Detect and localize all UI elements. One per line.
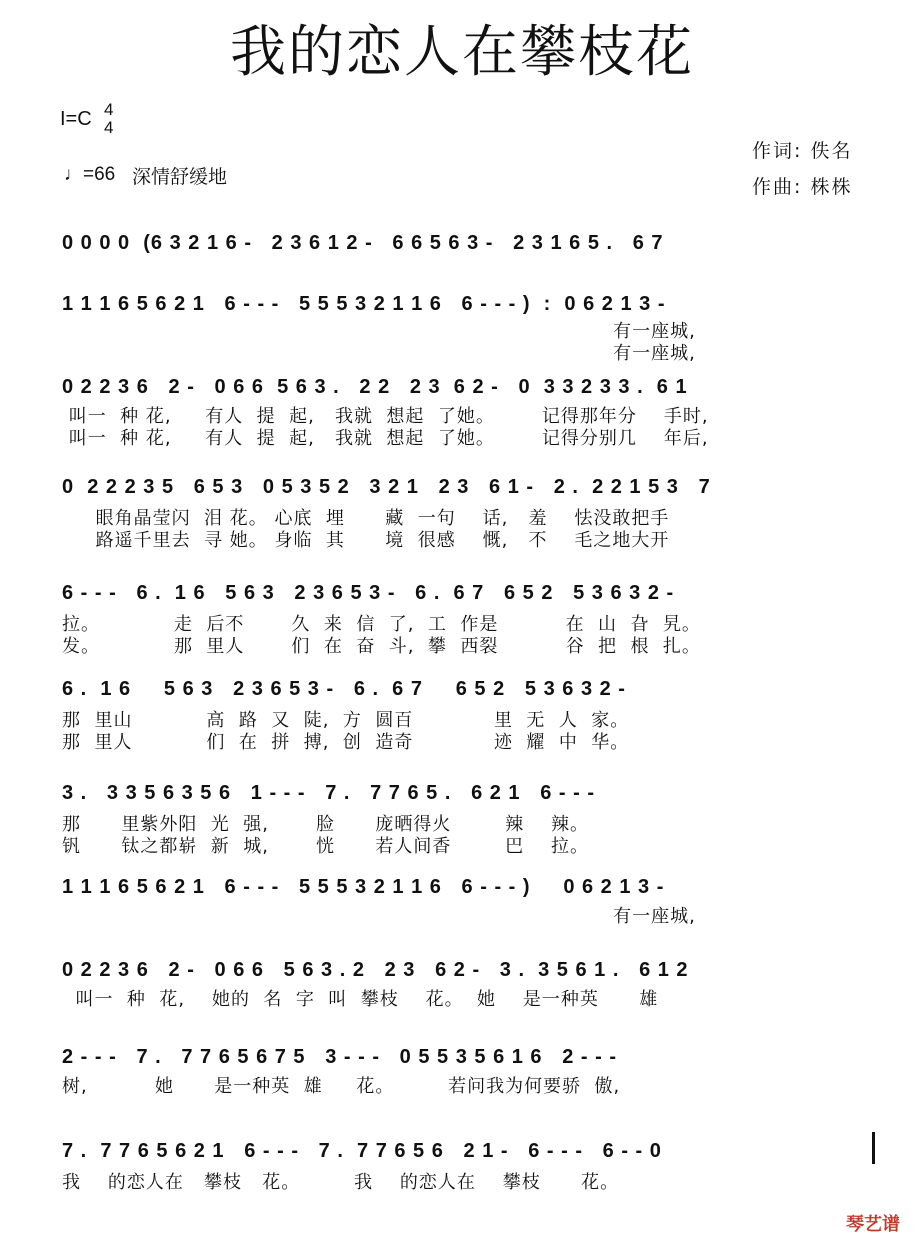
lyric-verse-1: 那 里紫外阳 光 强, 脸 庞晒得火 辣 辣。 bbox=[62, 814, 589, 835]
final-barline bbox=[872, 1132, 875, 1164]
notes-line: 1 1 1 6 5 6 2 1 6 - - - 5 5 5 3 2 1 1 6 6 - - - ) : 0 6 2 1 3 - bbox=[62, 293, 666, 315]
composer-credit: 作曲: 株株 bbox=[752, 176, 853, 198]
lyric-verse-1: 拉。 走 后不 久 来 信 了, 工 作是 在 山 旮 旯。 bbox=[62, 614, 701, 635]
lyric-verse-1: 树, 她 是一种英 雄 花。 若问我为何要骄 傲, bbox=[62, 1076, 621, 1097]
notes-line: 0 2 2 3 6 2 - 0 6 6 5 6 3 . 2 2 2 3 6 2 - 0 3 3 2 3 3 . 6 1 bbox=[62, 376, 688, 398]
lyric-verse-1: 有一座城, bbox=[62, 906, 696, 927]
notes-line: 2 - - - 7 . 7 7 6 5 6 7 5 3 - - - 0 5 5 3 5 6 1 6 2 - - - bbox=[62, 1046, 617, 1068]
lyric-verse-1: 叫一 种 花, 有人 提 起, 我就 想起 了她。 记得那年分 手时, bbox=[62, 406, 709, 427]
meter-bottom: 4 bbox=[104, 118, 114, 137]
expression-marking: 深情舒缓地 bbox=[132, 166, 228, 188]
lyric-verse-1: 有一座城, bbox=[62, 321, 696, 342]
notes-line: 0 2 2 3 6 2 - 0 6 6 5 6 3 . 2 2 3 6 2 - 3 . 3 5 6 1 . 6 1 2 bbox=[62, 959, 689, 981]
lyric-verse-2: 那 里人 们 在 拼 搏, 创 造奇 迹 耀 中 华。 bbox=[62, 732, 630, 753]
lyricist-credit: 作词: 佚名 bbox=[752, 140, 853, 162]
meter-top: 4 bbox=[104, 100, 114, 119]
song-title: 我的恋人在攀枝花 bbox=[230, 20, 694, 85]
lyric-verse-2: 发。 那 里人 们 在 奋 斗, 攀 西裂 谷 把 根 扎。 bbox=[62, 636, 701, 657]
notes-line: 0 0 0 0 (6 3 2 1 6 - 2 3 6 1 2 - 6 6 5 6 3 - 2 3 1 6 5 . 6 7 bbox=[62, 232, 664, 254]
watermark-logo: 琴艺谱 bbox=[846, 1214, 900, 1235]
time-signature bbox=[104, 101, 113, 137]
notes-line: 3 . 3 3 5 6 3 5 6 1 - - - 7 . 7 7 6 5 . 6 2 1 6 - - - bbox=[62, 782, 595, 804]
key-signature: I=C bbox=[60, 108, 92, 130]
notes-line: 6 . 1 6 5 6 3 2 3 6 5 3 - 6 . 6 7 6 5 2 5 3 6 3 2 - bbox=[62, 678, 626, 700]
notes-line: 6 - - - 6 . 1 6 5 6 3 2 3 6 5 3 - 6 . 6 7 6 5 2 5 3 6 3 2 - bbox=[62, 582, 675, 604]
lyric-verse-2: 路遥千里去 寻 她。 身临 其 境 很感 慨, 不 毛之地大开 bbox=[62, 530, 670, 551]
lyric-verse-1: 眼角晶莹闪 泪 花。 心底 埋 藏 一句 话, 羞 怯没敢把手 bbox=[62, 508, 670, 529]
notes-line: 0 2 2 2 3 5 6 5 3 0 5 3 5 2 3 2 1 2 3 6 1 - 2 . 2 2 1 5 3 7 bbox=[62, 476, 711, 498]
lyric-verse-2: 钒 钛之都崭 新 城, 恍 若人间香 巴 拉。 bbox=[62, 836, 589, 857]
lyric-verse-2: 叫一 种 花, 有人 提 起, 我就 想起 了她。 记得分别几 年后, bbox=[62, 428, 709, 449]
lyric-verse-1: 那 里山 高 路 又 陡, 方 圆百 里 无 人 家。 bbox=[62, 710, 630, 731]
lyric-verse-1: 我 的恋人在 攀枝 花。 我 的恋人在 攀枝 花。 bbox=[62, 1172, 620, 1193]
lyric-verse-1: 叫一 种 花, 她的 名 字 叫 攀枝 花。 她 是一种英 雄 bbox=[62, 989, 659, 1010]
tempo-marking: ♩=66 bbox=[64, 164, 116, 185]
notes-line: 1 1 1 6 5 6 2 1 6 - - - 5 5 5 3 2 1 1 6 6 - - - ) 0 6 2 1 3 - bbox=[62, 876, 665, 898]
notes-line: 7 . 7 7 6 5 6 2 1 6 - - - 7 . 7 7 6 5 6 2 1 - 6 - - - 6 - - 0 bbox=[62, 1140, 662, 1162]
lyric-verse-2: 有一座城, bbox=[62, 343, 696, 364]
